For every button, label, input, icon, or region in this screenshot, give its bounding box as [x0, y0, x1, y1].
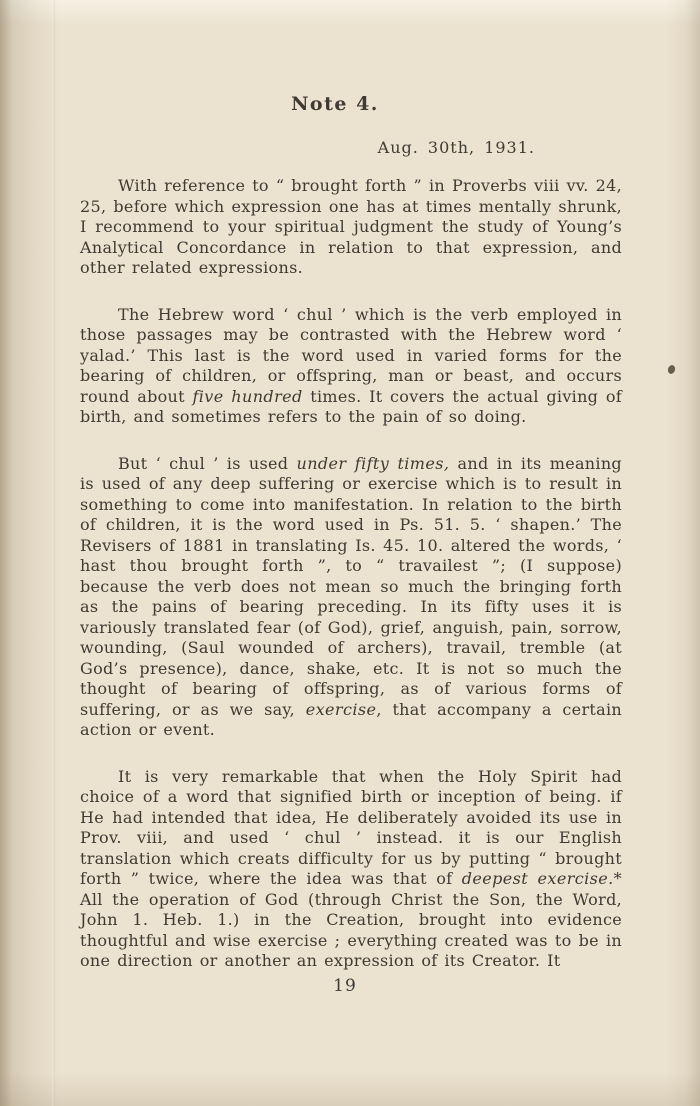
- text-run: The Hebrew word ‘ chul ’ which is the verb employed in those passages may be contrasted with the Hebrew word ‘ yalad.’ This last is the word used in varied forms for the bearing of children, or offspring, man or beast, and occurs round about: [80, 304, 622, 406]
- paragraph: [80, 305, 622, 428]
- italic-text-run: under fifty times,: [296, 453, 450, 473]
- paragraph: [80, 176, 622, 279]
- text-run: All the operation of God (through Christ the Son, the Word, John 1. Heb. 1.) in the Creation, brought into evidence thoughtful and wise exercise ; everything created was to be in one direction or another an expression of its Creator. It: [80, 889, 622, 970]
- text-run: With reference to “ brought forth ” in Proverbs viii vv. 24, 25, before which expression one has at times mentally shrunk, I recommend to your spiritual judgment the study of Young’s Analytical Concordance in relation to that expression, and other related expressions.: [80, 176, 622, 277]
- italic-text-run: five hundred: [192, 386, 303, 406]
- paragraph: [80, 767, 622, 972]
- italic-text-run: deepest exercise.*: [461, 869, 622, 888]
- paper-speck: [667, 364, 676, 375]
- text-run: times. It covers the actual giving of birth, and sometimes refers to the pain of so doing.: [80, 386, 622, 426]
- text-run: But ‘ chul ’ is used: [118, 453, 297, 473]
- paragraphs: [80, 176, 622, 972]
- note-title: Note 4.: [291, 93, 379, 115]
- date-line: Aug. 30th, 1931.: [377, 138, 535, 157]
- page-number: 19: [333, 976, 357, 996]
- italic-text-run: exercise: [305, 699, 377, 719]
- text-run: , that accompany a certain action or event.: [80, 699, 622, 739]
- text-run: and in its meaning is used of any deep suffering or exercise which is to result in something to come into manifestation. In relation to the birth of children, it is the word used in Ps. 51. 5. ‘ shapen.’ The Revisers of 1881 in translating Is. 45. 10. altered the words, ‘ hast thou brought forth ”, to “ travailest ”; (I suppose) because the verb does not mean so much the bringing forth as the pains of bearing preceding. In its fifty uses it is variously translated fear (of God), grief, anguish, pain, sorrow, wounding, (Saul wounded of archers), travail, tremble (at God’s presence), dance, shake, etc. It is not so much the thought of bearing of offspring, as of various forms of suffering, or as we say,: [80, 453, 622, 719]
- text-run: It is very remarkable that when the Holy Spirit had choice of a word that signified birth or inception of being. if He had intended that idea, He deliberately avoided its use in Prov. viii, and used ‘ chul ’ instead. it is our English translation which creats difficulty for us by putting “ brought forth ” twice, where the idea was that of: [80, 766, 622, 888]
- binding-edge-shadow: [52, 0, 55, 1106]
- paragraph: [80, 454, 622, 741]
